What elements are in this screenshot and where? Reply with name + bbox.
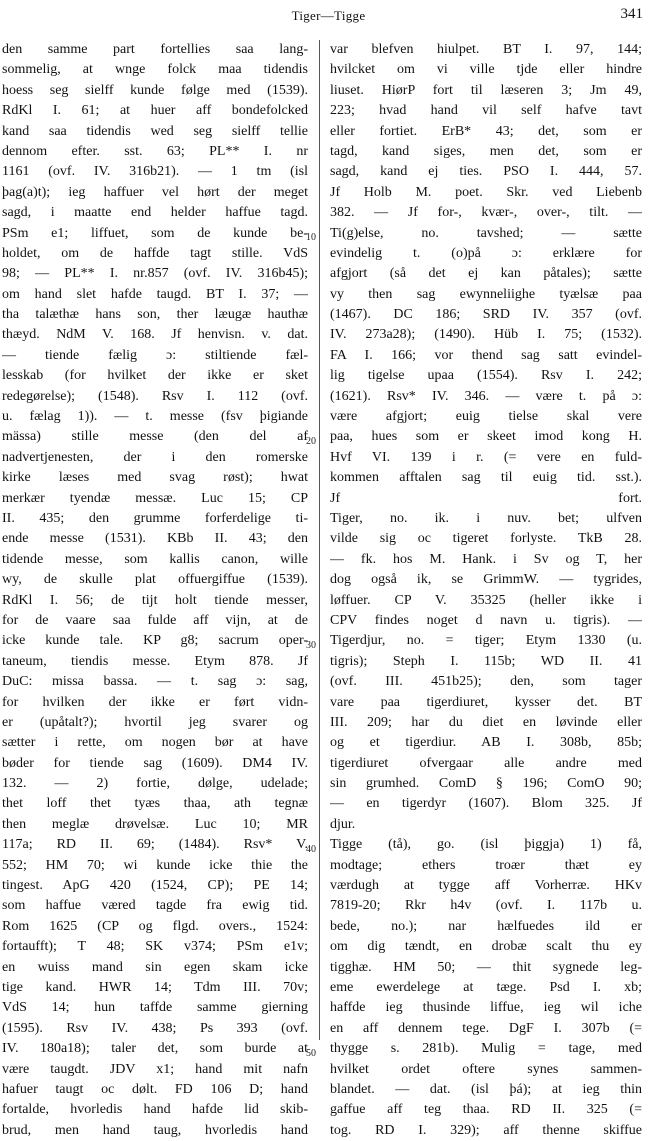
text-line: 552; HM 70; wi kunde icke thie the — [2, 857, 308, 873]
text-line: hafuer taugt oc dølt. FD 106 D; hand — [2, 1081, 308, 1097]
text-line: brud, men hand taug, hvorledis hand — [2, 1122, 308, 1138]
text-line: liuset. HiørP fort til læseren 3; Jm 49, — [330, 82, 642, 98]
text-line: tidende messe, som kallis canon, wille — [2, 551, 308, 567]
text-line: ende messe (1531). KBb II. 43; den — [2, 531, 308, 547]
text-line: tagd, kand siges, men det, som er — [330, 143, 642, 159]
text-line: (ovf. III. 451b25); den, som tager — [330, 674, 642, 690]
text-line: vare paa tigerdiuret, kysser det. BT — [330, 694, 642, 710]
text-line: eller fortiet. ErB* 43; det, som er — [330, 123, 642, 139]
text-line: Jf fort. — [330, 490, 642, 506]
text-line: vilde sig oc tigeret forlyste. TkB 28. — [330, 531, 642, 547]
text-line: PSm e1; liffuet, som de kunde be- — [2, 225, 308, 241]
text-line: 223; hvad hand vil self hafve tavt — [330, 103, 642, 119]
text-line: som haffue væred tagde fra ewig tid. — [2, 898, 308, 914]
text-line: fortalde, hvorledis hand hafde lid skib- — [2, 1102, 308, 1118]
text-line: hvilcket om vi ville tjde eller hindre — [330, 62, 642, 78]
text-line: nadvertjenesten, der i den romerske — [2, 449, 308, 465]
page-number: 341 — [620, 6, 643, 22]
text-line: 1161 (ovf. IV. 316b21). — 1 tm (isl — [2, 164, 308, 180]
text-line: djur. — [330, 816, 356, 832]
text-line: Tigge (tå), go. (isl þiggja) 1) få, — [330, 837, 642, 853]
text-line: holdet, om de haffde tagt stille. VdS — [2, 245, 308, 261]
text-line: for hvilken der ikke er ført vidn- — [2, 694, 308, 710]
text-line: Rom 1625 (CP og flgd. overs., 1524: — [2, 918, 308, 934]
text-line: RdKl I. 56; de tijt holt tiende messer, — [2, 592, 308, 608]
text-line: sætter i rette, om nogen bør at have — [2, 735, 308, 751]
text-line: haffde ieg thusinde liffue, ieg wil iche — [330, 1000, 642, 1016]
text-line: løffuer. CP V. 35325 (heller ikke i — [330, 592, 642, 608]
text-line: VdS 14; hun taffde samme gierning — [2, 1000, 308, 1016]
text-line: Tiger, no. ik. i nuv. bet; ulfven — [330, 510, 642, 526]
text-line: evindelig t. (o)på ɔ: erklære for — [330, 245, 642, 261]
text-line: gaffue aff teg thaa. RD II. 325 (= — [330, 1102, 642, 1118]
text-line: IV. 273a28); (1490). Hüb I. 75; (1532). — [330, 327, 642, 343]
right-column — [330, 40, 642, 1141]
text-line: om hand slet hafde taugd. BT I. 37; — — [2, 286, 308, 302]
text-line: modtage; ethers troær thæt ey — [330, 857, 642, 873]
text-line: 132. — 2) fortie, dølge, udelade; — [2, 776, 308, 792]
text-line: kand saa tidendis wed seg sielff tellie — [2, 123, 308, 139]
text-line: være afgjort; euig tielse skal vere — [330, 409, 642, 425]
text-line: mässa) stille messe (den del af — [2, 429, 308, 445]
left-column — [2, 40, 308, 1141]
text-line: RdKl I. 61; at huer aff bondefolcked — [2, 103, 308, 119]
text-line: FA I. 166; vor thend sag satt evindel- — [330, 347, 642, 363]
text-line: 98; — PL** I. nr.857 (ovf. IV. 316b45); — [2, 266, 308, 282]
text-line: redegørelse); (1548). Rsv I. 112 (ovf. — [2, 388, 308, 404]
text-line: (1621). Rsv* IV. 346. — være t. på ɔ: — [330, 388, 642, 404]
text-line: dog også ik, se GrimmW. — tygrides, — [330, 572, 642, 588]
text-line: DuC: missa bassa. — t. sag ɔ: sag, — [2, 674, 308, 690]
text-line: then meglæ drøvelsæ. Luc 10; MR — [2, 816, 308, 832]
text-line: værdugh at tygge aff Vorherræ. HKv — [330, 878, 642, 894]
text-line: u. fælag 1)). — t. messe (fsv þigiande — [2, 409, 308, 425]
text-line: om dig tændt, en drobæ scalt thu ey — [330, 939, 642, 955]
text-line: CPV findes noget d navn u. tigris). — — [330, 612, 642, 628]
text-line: 117a; RD II. 69; (1484). Rsv* V. — [2, 837, 308, 853]
text-line: kommen afftalen sag til euig tid. sst.). — [330, 470, 642, 486]
text-line: bede, no.); nar hælfuedes ild er — [330, 918, 642, 934]
text-line: blandet. — dat. (isl þá); at ieg thin — [330, 1081, 642, 1097]
text-line: tigerdiuret ofvergaar alle andre med — [330, 755, 642, 771]
text-line: sin grumhed. ComD § 196; ComO 90; — [330, 776, 642, 792]
text-line: tha talæthæ hans son, ther læugæ hauthæ — [2, 307, 308, 323]
text-line: 7819-20; Rkr h4v (ovf. I. 117b u. — [330, 898, 642, 914]
text-line: tigghæ. HM 50; — thit sygnede leg- — [330, 959, 642, 975]
text-line: tigris); Steph I. 115b; WD II. 41 — [330, 653, 642, 669]
text-line: icke kunde tale. KP g8; sacrum oper- — [2, 633, 308, 649]
text-line: — tiende fælig ɔ: stiltiende fæl- — [2, 347, 308, 363]
text-line: thygge s. 281b). Mulig = tage, med — [330, 1041, 642, 1057]
text-line: dennom efter. sst. 63; PL** I. nr — [2, 143, 308, 159]
text-line: (1595). Rsv IV. 438; Ps 393 (ovf. — [2, 1020, 308, 1036]
text-line: en aff dennem tege. DgF I. 307b (= — [330, 1020, 642, 1036]
page-header — [0, 4, 657, 26]
text-line: Tigerdjur, no. = tiger; Etym 1330 (u. — [330, 633, 642, 649]
text-line: sagd, kand ej ties. PSO I. 444, 57. — [330, 164, 642, 180]
text-line: III. 209; har du diet en løvinde eller — [330, 714, 642, 730]
text-line: og et tigerdiur. AB I. 308b, 85b; — [330, 735, 642, 751]
margin-line-number: 10 — [306, 231, 316, 243]
margin-line-number: 40 — [306, 843, 316, 855]
margin-line-number: 30 — [306, 639, 316, 651]
text-line: lesskab (for hvilket der ikke er sket — [2, 368, 308, 384]
text-line: tog. RD I. 329); aff thenne skiffue — [330, 1122, 642, 1138]
text-line: wy, de skulle plat offuergiffue (1539). — [2, 572, 308, 588]
text-line: var blefven hiulpet. BT I. 97, 144; — [330, 42, 642, 57]
running-head: Tiger—Tigge — [291, 8, 366, 23]
column-divider — [319, 40, 320, 1040]
text-line: II. 435; den grumme forferdelige ti- — [2, 510, 308, 526]
text-line: lig tigelse upaa (1554). Rsv I. 242; — [330, 368, 642, 384]
text-line: merkær tyendæ messæ. Luc 15; CP — [2, 490, 308, 506]
text-line: eme ewerdelege at tæge. Psd I. xb; — [330, 979, 642, 995]
text-line: thæyd. NdM V. 168. Jf henvisn. v. dat. — [2, 327, 308, 343]
text-line: er (upåtalt?); hvortil jeg svarer og — [2, 714, 308, 730]
text-line: taneum, tiendis messe. Etym 878. Jf — [2, 653, 308, 669]
text-line: Jf Holb M. poet. Skr. ved Liebenb — [330, 184, 642, 200]
margin-line-number: 20 — [306, 435, 316, 447]
text-line: for de vaare saa fulde aff vijn, at de — [2, 612, 308, 628]
text-line: vy then sag ewynneliighe tyælsæ paa — [330, 286, 642, 302]
text-line: — fk. hos M. Hank. i Sv og T, her — [330, 551, 642, 567]
text-line: tige kand. HWR 14; Tdm III. 70v; — [2, 979, 308, 995]
text-line: 382. — Jf for-, kvær-, over-, tilt. — — [330, 205, 642, 221]
text-line: bøder for tiende sag (1609). DM4 IV. — [2, 755, 308, 771]
text-line: — en tigerdyr (1607). Blom 325. Jf — [330, 796, 642, 812]
text-line: þag(a)t); ieg haffuer vel hørt der meget — [2, 184, 308, 200]
text-line: sommelig, at wnge folck maa tidendis — [2, 62, 308, 78]
text-line: kirke læses med svag røst); hwat — [2, 470, 308, 486]
text-line: hoess seg sielff kunde følge med (1539). — [2, 82, 308, 98]
text-line: Ti(g)else, no. tavshed; — sætte — [330, 225, 642, 241]
text-line: paa, hues som er skeet imod kong H. — [330, 429, 642, 445]
text-line: Hvf VI. 139 i r. (= vere en fuld- — [330, 449, 642, 465]
text-line: fortaufft); T 48; SK v374; PSm e1v; — [2, 939, 308, 955]
text-line: thet loff thet tyæs thaa, ath tegnæ — [2, 796, 308, 812]
text-line: IV. 180a18); taler det, som burde at — [2, 1041, 308, 1057]
margin-line-number: 50 — [306, 1047, 316, 1059]
text-line: hvilket ordet oftere synes sammen- — [330, 1061, 642, 1077]
text-line: sagd, i maatte end helder haffue tagd. — [2, 205, 308, 221]
text-line: tingest. ApG 420 (1524, CP); PE 14; — [2, 878, 308, 894]
text-line: afgjort (så det ej kan påtales); sætte — [330, 266, 642, 282]
text-line: (1467). DC 186; SRD IV. 357 (ovf. — [330, 307, 642, 323]
text-line: den samme part fortellies saa lang- — [2, 42, 308, 57]
text-line: en wuiss mand sin egen skam icke — [2, 959, 308, 975]
text-line: være taugdt. JDV x1; hand mit nafn — [2, 1061, 308, 1077]
